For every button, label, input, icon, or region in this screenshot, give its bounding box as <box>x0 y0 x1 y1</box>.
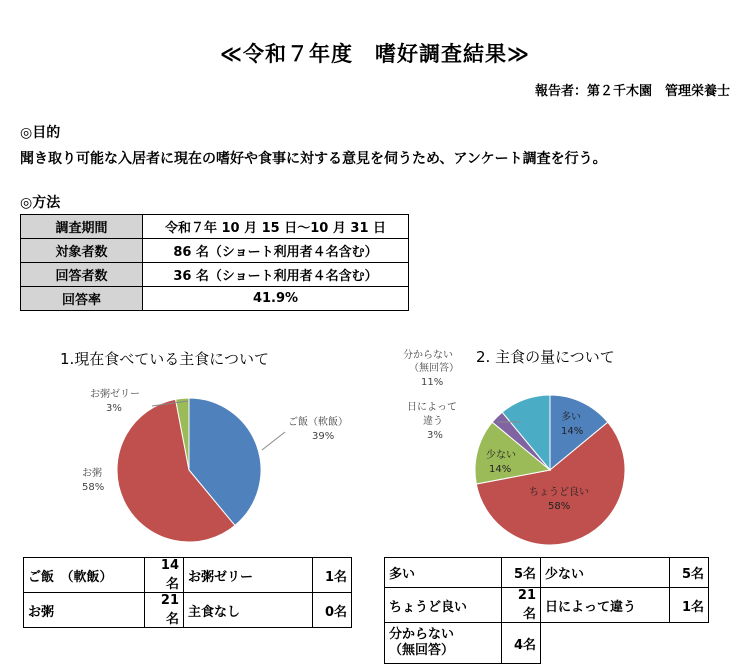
slice-pct: 39% <box>312 431 335 442</box>
slice-pct: 58% <box>548 501 571 512</box>
slice-pct: 3% <box>106 403 122 414</box>
table-row <box>385 558 709 588</box>
slice-label: 日によって <box>407 402 457 413</box>
count-label-line: （無回答） <box>389 643 455 658</box>
count-label: ちょうど良い <box>385 588 502 623</box>
count-label: お粥ゼリー <box>184 558 313 593</box>
count-value: 0名 <box>313 593 352 628</box>
method-heading: ◎方法 <box>20 195 61 211</box>
chart1-title: 1.現在食べている主食について <box>60 350 270 368</box>
count-label: ご飯 （軟飯） <box>24 558 145 593</box>
method-value: 令和７年 10 月 15 日～10 月 31 日 <box>143 215 409 239</box>
count-value: 5名 <box>502 558 541 588</box>
count-value: 21名 <box>502 588 541 623</box>
count-label-line: 分からない <box>389 627 455 642</box>
method-value: 86 名（ショート利用者４名含む） <box>143 239 409 263</box>
count-value: 1名 <box>670 588 709 623</box>
slice-label: お粥 <box>82 468 102 479</box>
count-label: 少ない <box>541 558 670 588</box>
table-row <box>21 215 409 239</box>
slice-label: 少ない <box>486 450 516 461</box>
purpose-text: 聞き取り可能な入居者に現在の嗜好や食事に対する意見を伺うため、アンケート調査を行う。 <box>20 151 607 167</box>
slice-pct: 14% <box>561 426 584 437</box>
count-label: 多い <box>385 558 502 588</box>
slice-pct: 58% <box>82 482 105 493</box>
method-table <box>20 214 409 311</box>
page-title: ≪令和７年度 嗜好調査結果≫ <box>220 42 530 66</box>
table-row <box>385 588 709 623</box>
slice-label: お粥ゼリー <box>90 389 140 400</box>
chart2-title: 2. 主食の量について <box>476 348 615 366</box>
purpose-heading: ◎目的 <box>20 125 61 141</box>
count-label: お粥 <box>24 593 145 628</box>
method-label: 回答者数 <box>21 263 143 287</box>
count-value: 14名 <box>145 558 184 593</box>
count-label <box>385 623 502 664</box>
slice-label: 違う <box>423 416 443 427</box>
slice-pct: 3% <box>427 430 443 441</box>
count-value: 21名 <box>145 593 184 628</box>
method-value: 41.9% <box>143 287 409 311</box>
table-row <box>21 239 409 263</box>
slice-label: ちょうど良い <box>529 487 589 498</box>
slice-label: （無回答） <box>409 363 459 374</box>
counts-table-1 <box>23 557 352 628</box>
table-row <box>24 593 352 628</box>
chart2-pie <box>385 340 740 550</box>
count-label: 日によって違う <box>541 588 670 623</box>
method-value: 36 名（ショート利用者４名含む） <box>143 263 409 287</box>
chart1-pie <box>20 370 380 550</box>
method-label: 回答率 <box>21 287 143 311</box>
slice-pct: 11% <box>421 377 444 388</box>
count-label: 主食なし <box>184 593 313 628</box>
method-label: 対象者数 <box>21 239 143 263</box>
count-value: 5名 <box>670 558 709 588</box>
count-value: 1名 <box>313 558 352 593</box>
table-row <box>21 263 409 287</box>
slice-label: 多い <box>561 412 581 423</box>
slice-pct: 14% <box>489 464 512 475</box>
reporter: 報告者：第２千木園 管理栄養士 <box>534 84 730 99</box>
count-value: 4名 <box>502 623 541 664</box>
table-row <box>24 558 352 593</box>
table-row <box>21 287 409 311</box>
method-label: 調査期間 <box>21 215 143 239</box>
slice-label: 分からない <box>403 350 453 361</box>
leader-line <box>262 432 285 450</box>
table-row <box>385 623 709 664</box>
slice-label: ご飯（軟飯） <box>288 417 348 428</box>
counts-table-2 <box>384 557 709 664</box>
